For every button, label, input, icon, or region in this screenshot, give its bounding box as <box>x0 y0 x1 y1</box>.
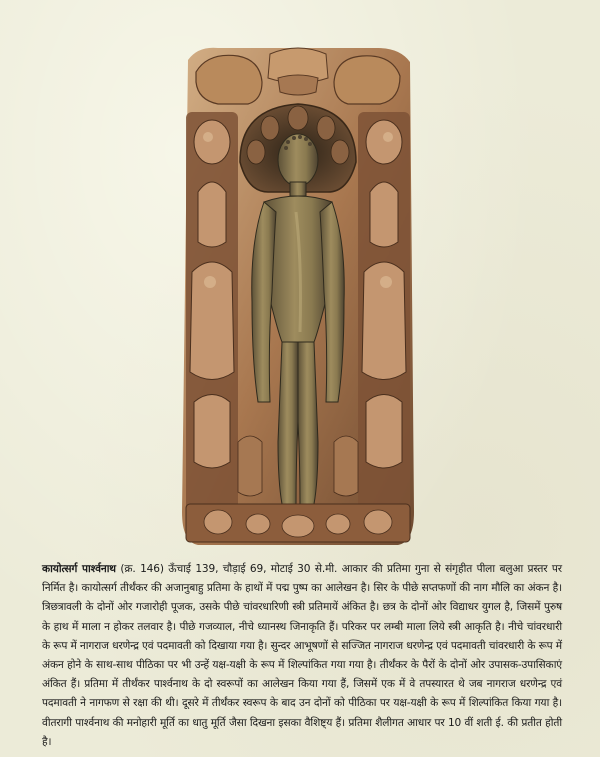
caption-body: (क्र. 146) ऊँचाई 139, चौड़ाई 69, मोटाई 30 से.मी. आकार की प्रतिमा गुना से संगृहीत पीला बलुआ प्रस्तर पर निर्मित है। कायोत्सर्ग तीर्थंकर की अजानुबाहु प्रतिमा के हाथों में पद्म पुष्प का आलेखन है। सिर के पीछे सप्तफणों की नाग मौलि का अंकन है। त्रिछत्रावली के दोनों ओर गजारोही पूजक, उसके पीछे चांवरधारिणी स्त्री प्रतिमायें अंकित है। छत्र के दोनों ओर विद्याधर युगल है, जिसमें पुरुष के हाथ में माला न होकर तलवार है। पीछे गजव्याल, नीचे ध्यानस्थ जिनाकृति हैं। परिकर पर लम्बी माला लिये स्त्री आकृति है। नीचे चांवरधारी के रूप में नागराज धरणेन्द्र एवं पदमावती को दिखाया गया है। सुन्दर आभूषणों से सज्जित नागराज धरणेन्द्र एवं पदमावती चांवरधारी के रूप में अंकन होने के साथ-साथ पीठिका पर भी उन्हें यक्ष-यक्षी के रूप में शिल्पांकित गया गया है। तीर्थंकर के पैरों के दोनों ओर उपासक-उपासिकाएं अंकित हैं। प्रतिमा में तीर्थंकर पार्श्वनाथ के दो स्वरूपों का आलेखन किया गया हैं, जिसमें एक में वे तपस्यारत थे जब नागराज धरणेन्द्र एवं पदमावती ने नागफण से रक्षा की थी। दूसरे में तीर्थंकर स्वरूप के बाद उन दोनों को पीठिका पर यक्ष-यक्षी के रूप में शिल्पांकित किया गया है। वीतरागी पार्श्वनाथ की मनोहारी मूर्ति का धातु मूर्ति जैसा दिखना इसका वैशिष्ट्य हैं। प्रतिमा शैलीगत आधार पर 10 वीं शती ई. की प्रतीत होती है। <box>42 563 562 748</box>
caption-text <box>42 560 562 752</box>
sculpture-photo <box>178 42 418 547</box>
caption-title: कायोत्सर्ग पार्श्वनाथ <box>42 563 116 575</box>
